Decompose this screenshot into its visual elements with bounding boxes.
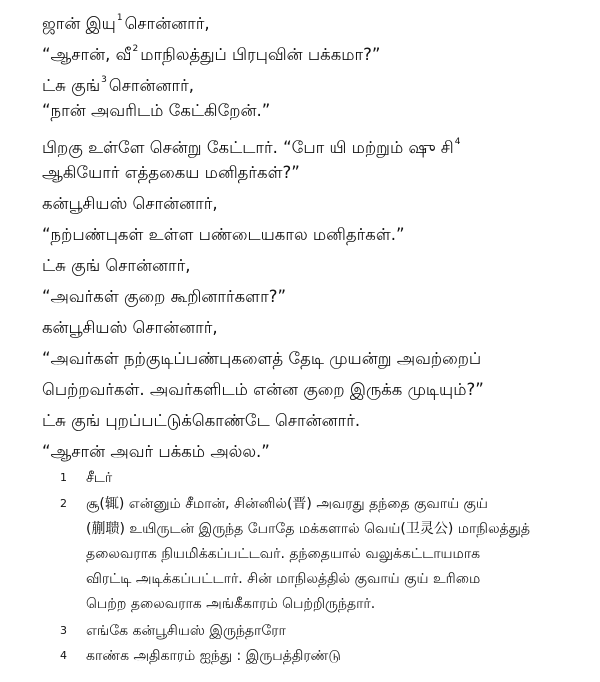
footnote-text: சீடர் [86,470,113,486]
text-line: ஆகியோர் எத்தகைய மனிதர்கள்?” [42,163,300,182]
footnote-number: 1 [60,471,67,484]
text-line: “அவர்கள் நற்குடிப்பண்புகளைத் தேடி முயன்று அவற்றைப் [42,349,482,368]
text-line: ட்சு குங்$^3$ சொன்னார், [42,75,194,95]
footnote-ref: 3 [101,75,107,85]
text-line: ட்சு குங் சொன்னார், [42,256,191,275]
footnote-number: 3 [60,624,67,637]
text-line: “ஆசான் அவர் பக்கம் அல்ல.” [42,442,270,461]
text-line: பெற்றவர்கள். அவர்களிடம் என்ன குறை இருக்க முடியும்?” [42,380,484,399]
text-line: “நற்பண்புகள் உள்ள பண்டையகால மனிதர்கள்.” [42,225,405,244]
footnote-number: 2 [60,497,67,510]
footnote-text: காண்க அதிகாரம் ஐந்து : இருபத்திரண்டு [86,648,341,664]
text-line: “ஆசான், வீ$^2$ மாநிலத்துப் பிரபுவின் பக்கமா?” [42,44,381,64]
text-line: ட்சு குங் புறப்பட்டுக்கொண்டே சொன்னார். [42,411,361,430]
footnote-text: விரட்டி அடிக்கப்பட்டார். சின் மாநிலத்தில் குவாய் குய் உரிமை [86,571,481,587]
text-line: ஜான் இயு$^1$ சொன்னார், [42,13,210,33]
footnote-text: பெற்ற தலைவராக அங்கீகாரம் பெற்றிருந்தார். [86,596,376,612]
footnote-text: தலைவராக நியமிக்கப்பட்டவர். தந்தையால் வலுக்கட்டாயமாக [86,546,481,562]
footnote-text: எங்கே கன்பூசியஸ் இருந்தாரோ [86,623,286,639]
footnote-text: சூ(辄) என்னும் சீமான், சின்னில்(晋) அவரது தந்தை குவாய் குய் [86,496,488,512]
text-line: கன்பூசியஸ் சொன்னார், [42,318,218,337]
footnote-text: (蒯聩) உயிருடன் இருந்த போதே மக்களால் வெய்(卫灵公) மாநிலத்துத் [86,521,530,537]
text-line: கன்பூசியஸ் சொன்னார், [42,194,218,213]
text-line: “அவர்கள் குறை கூறினார்களா?” [42,287,286,306]
text-line: “நான் அவரிடம் கேட்கிறேன்.” [42,101,271,120]
text-line: பிறகு உள்ளே சென்று கேட்டார். “போ யி மற்றும் ஷு சி$^4$ [42,137,461,157]
footnote-ref: 1 [116,13,123,23]
footnote-number: 4 [60,649,67,662]
footnote-ref: 2 [132,44,139,54]
footnote-ref: 4 [454,137,461,147]
